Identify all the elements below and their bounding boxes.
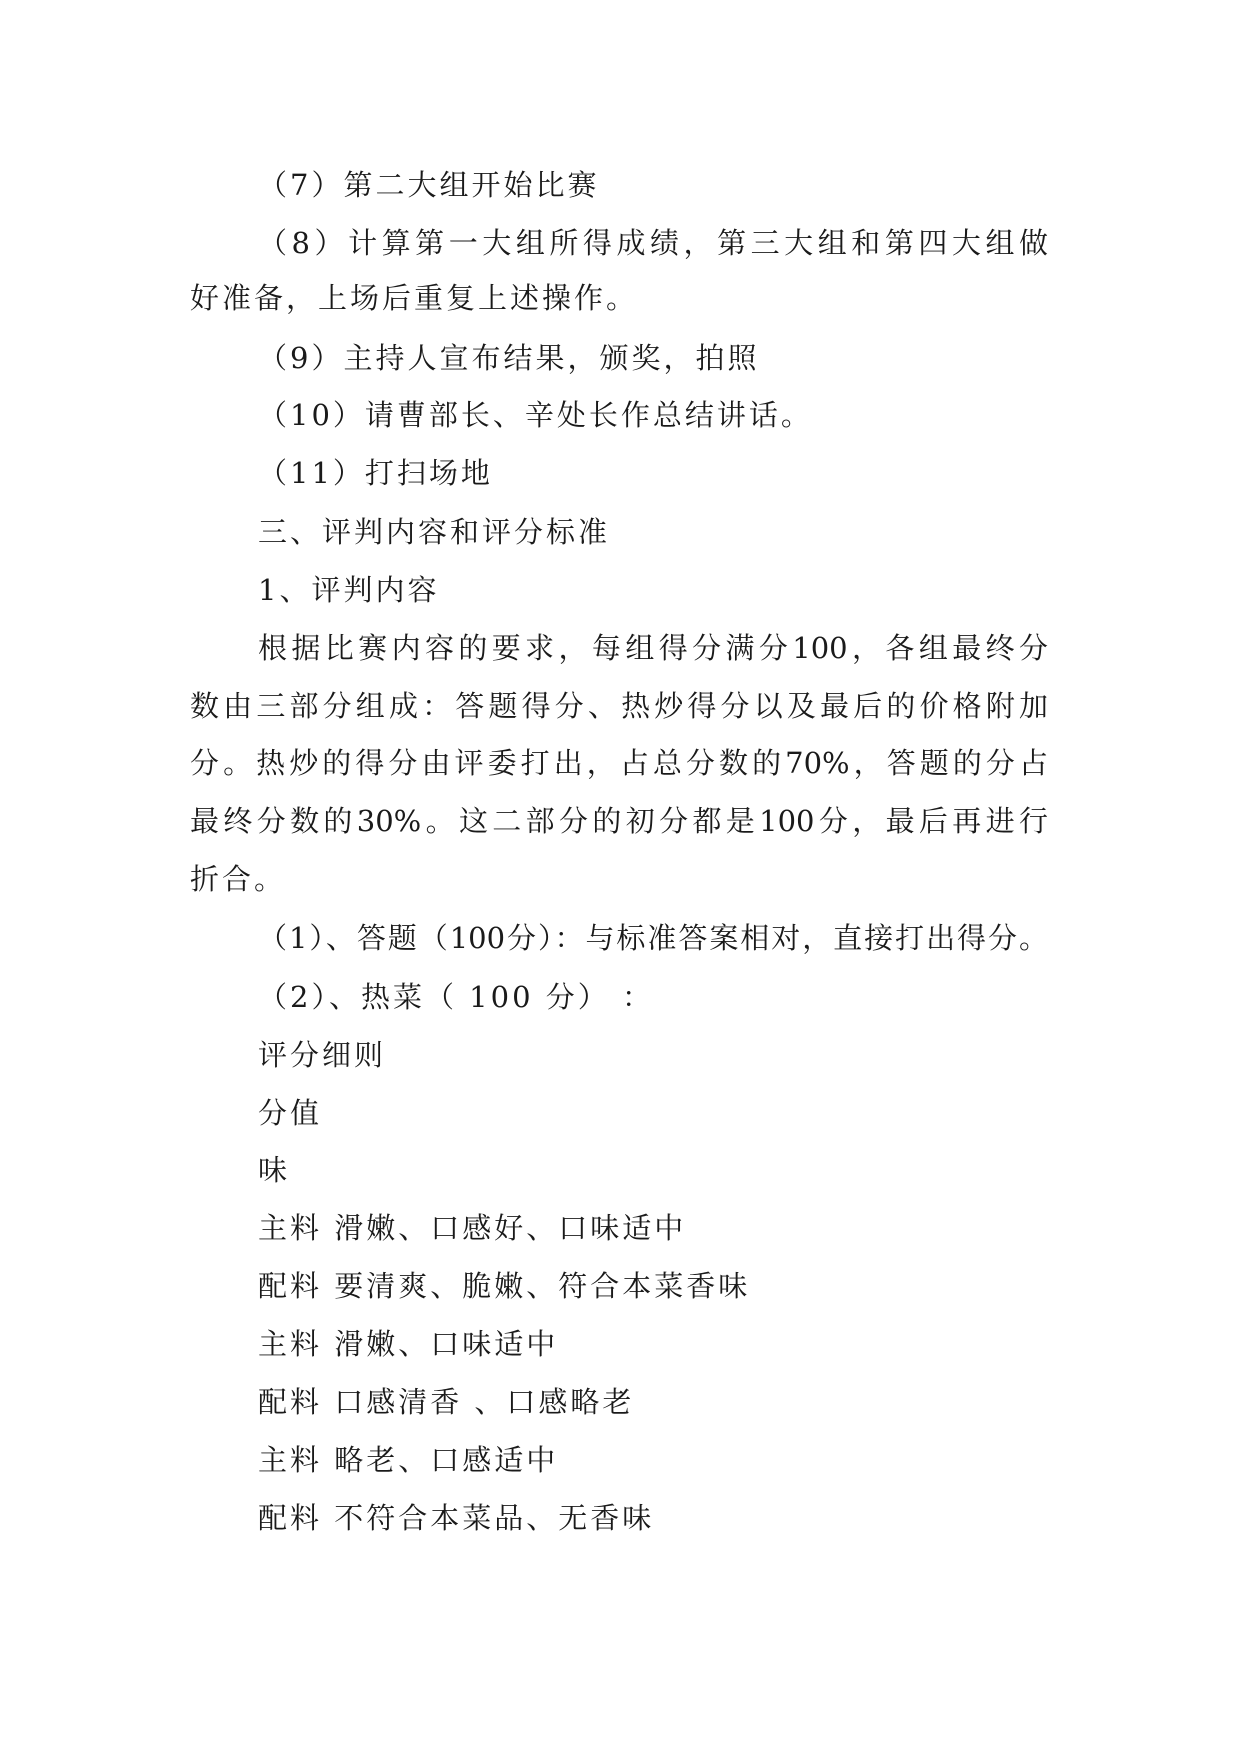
list-item-8: （8）计算第一大组所得成绩，第三大组和第四大组做	[258, 226, 1048, 260]
list-item-11: （11）打扫场地	[258, 456, 493, 490]
section-heading: 三、评判内容和评分标准	[258, 515, 611, 549]
scoring-item-1: （1）、答题（100分）：与标准答案相对，直接打出得分。	[258, 921, 1048, 955]
table-text: 配料 口感清香 、口感略老	[258, 1385, 635, 1419]
list-item-9: （9）主持人宣布结果，颁奖，拍照	[258, 341, 760, 375]
table-text: 配料 不符合本菜品、无香味	[258, 1501, 655, 1535]
paragraph-line: 分。热炒的得分由评委打出，占总分数的70%，答题的分占	[190, 746, 1048, 780]
table-text: 味	[258, 1153, 291, 1187]
table-text: 分值	[258, 1096, 323, 1130]
table-text: 主料 滑嫩、口味适中	[258, 1327, 559, 1361]
paragraph-line: 根据比赛内容的要求，每组得分满分100，各组最终分	[258, 631, 1048, 665]
scoring-item-2: （2）、热菜（ 100 分） ：	[258, 980, 654, 1014]
list-item-10: （10）请曹部长、辛处长作总结讲话。	[258, 398, 813, 432]
table-text: 配料 要清爽、脆嫩、符合本菜香味	[258, 1269, 751, 1303]
table-text: 主料 滑嫩、口感好、口味适中	[258, 1211, 687, 1245]
paragraph-line: 折合。	[190, 862, 287, 896]
list-item-7: （7）第二大组开始比赛	[258, 168, 600, 202]
paragraph-line: 最终分数的30%。这二部分的初分都是100分，最后再进行	[190, 804, 1048, 838]
subsection-heading: 1、评判内容	[258, 573, 440, 607]
list-item-8-continued: 好准备，上场后重复上述操作。	[190, 281, 639, 315]
paragraph-line: 数由三部分组成：答题得分、热炒得分以及最后的价格附加	[190, 689, 1048, 723]
table-text: 主料 略老、口感适中	[258, 1443, 559, 1477]
table-text: 评分细则	[258, 1038, 387, 1072]
